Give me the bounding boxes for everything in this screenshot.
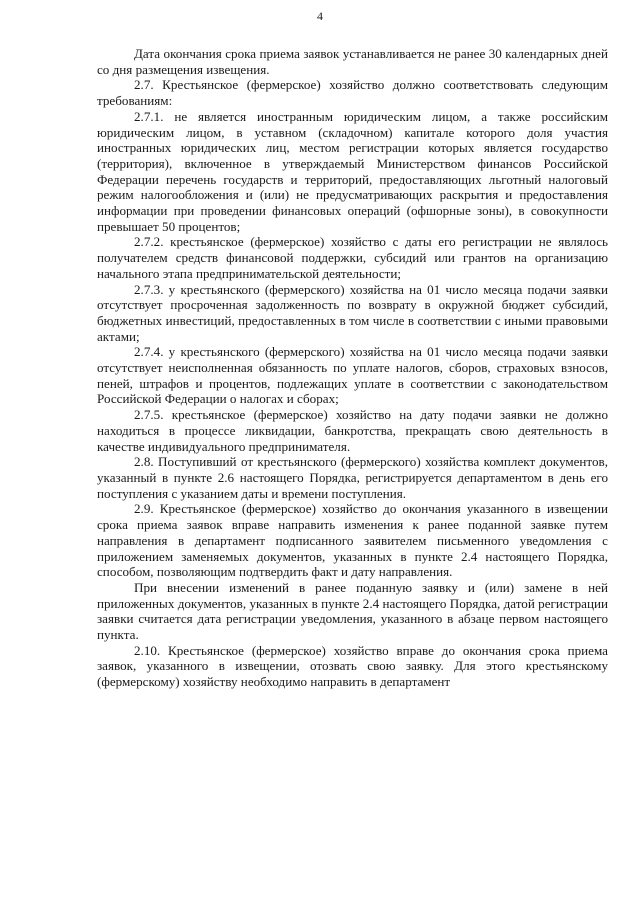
paragraph-2-10: 2.10. Крестьянское (фермерское) хозяйство вправе до окончания срока приема заявок, указанного в извещении, отозвать свою заявку. Для этого крестьянскому (фермерскому) хозяйству необходимо направить в департамент <box>97 642 608 690</box>
paragraph-2-7-2: 2.7.2. крестьянское (фермерское) хозяйство с даты его регистрации не являлось получателем средств финансовой поддержки, субсидий или грантов на организацию начального этапа предпринимательской деятельности; <box>97 234 608 281</box>
paragraph-2-7-4: 2.7.4. у крестьянского (фермерского) хозяйства на 01 число месяца подачи заявки отсутствует неисполненная обязанность по уплате налогов, сборов, страховых взносов, пеней, штрафов и процентов, подлежащих уплате в соответствии с законодательством Российской Федерации о налогах и сборах; <box>97 344 608 407</box>
paragraph-2-7-5: 2.7.5. крестьянское (фермерское) хозяйство на дату подачи заявки не должно находиться в процессе ликвидации, банкротства, прекращать свою деятельность в качестве индивидуального предпринимателя. <box>97 407 608 454</box>
paragraph-2-7-1: 2.7.1. не является иностранным юридическим лицом, а также российским юридическим лицом, в уставном (складочном) капитале которого доля участия иностранных юридических лиц, местом регистрации которых является государство (территория), включенное в утверждаемый Министерством финансов Российской Федерации перечень государств и территорий, предоставляющих льготный налоговый режим налогообложения и (или) не предусматривающих раскрытия и предоставления информации при проведении финансовых операций (офшорные зоны), в совокупности превышает 50 процентов; <box>97 108 608 234</box>
paragraph-2-7: 2.7. Крестьянское (фермерское) хозяйство должно соответствовать следующим требованиям: <box>97 77 608 109</box>
page-number: 4 <box>317 9 323 23</box>
paragraph-2-9-changes: При внесении изменений в ранее поданную заявку и (или) замене в ней приложенных документов, указанных в пункте 2.4 настоящего Порядка, датой регистрации заявки считается дата регистрации уведомления, указанного в абзаце первом настоящего пункта. <box>97 579 608 643</box>
paragraph-2-8: 2.8. Поступивший от крестьянского (фермерского) хозяйства комплект документов, указанный в пункте 2.6 настоящего Порядка, регистрируется департаментом в день его поступления с указанием даты и времени поступления. <box>97 454 608 501</box>
paragraph-2-9: 2.9. Крестьянское (фермерское) хозяйство до окончания указанного в извещении срока приема заявок вправе направить изменения к ранее поданной заявке путем направления в департамент подписанного заявителем письменного уведомления с приложением заменяемых документов, указанных в пункте 2.4 настоящего Порядка, способом, позволяющим подтвердить факт и дату направления. <box>97 501 608 580</box>
paragraph-deadline: Дата окончания срока приема заявок устанавливается не ранее 30 календарных дней со дня размещения извещения. <box>97 46 608 77</box>
paragraph-2-7-3: 2.7.3. у крестьянского (фермерского) хозяйства на 01 число месяца подачи заявки отсутствует просроченная задолженность по возврату в окружной бюджет субсидий, бюджетных инвестиций, предоставленных в том числе в соответствии с иными правовыми актами; <box>97 281 608 344</box>
document-body <box>97 46 608 690</box>
